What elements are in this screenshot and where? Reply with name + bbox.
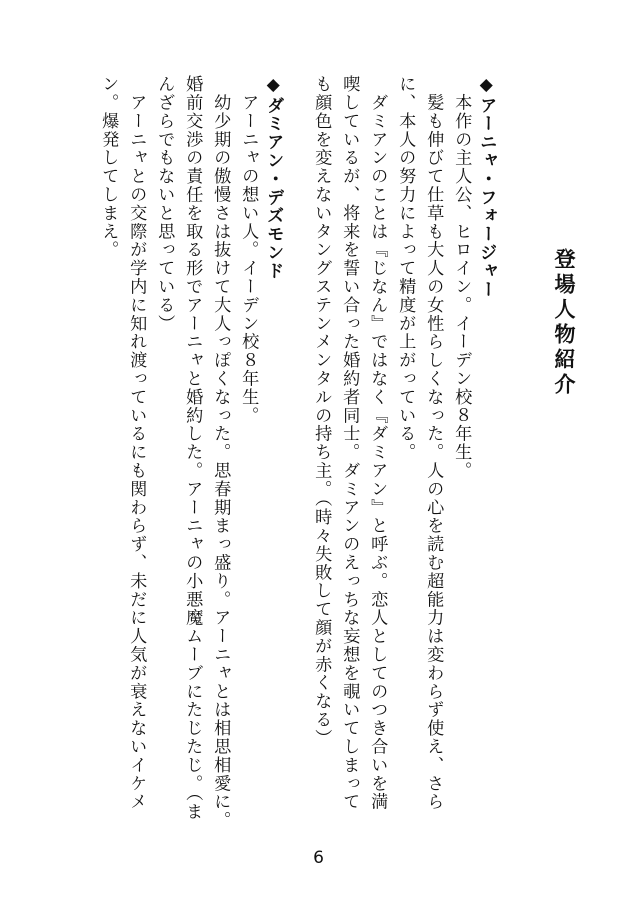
text-line: んざらでもないと思っている） <box>154 75 175 333</box>
text-line: に、本人の努力によって精度が上がっている。 <box>395 75 416 462</box>
text-line: 髪も伸びて仕草も大人の女性らしくなった。人の心を読む超能力は変わらず使え、さら <box>423 75 444 811</box>
page-title: 登場人物紹介 <box>552 248 576 398</box>
text-line: アーニャとの交際が学内に知れ渡っているにも関わらず、未だに人気が衰えないイケメ <box>126 75 147 811</box>
text-line: 婚前交渉の責任を取る形でアーニャと婚約した。アーニャの小悪魔ムーブにたじたじ。（ま <box>182 75 203 821</box>
text-line: も顔色を変えないタングステンメンタルの持ち主。（時々失敗して顔が赤くなる） <box>311 75 332 748</box>
text-line: アーニャの想い人。イーデン校８年生。 <box>238 75 259 425</box>
text-line: 本作の主人公、ヒロイン。イーデン校８年生。 <box>451 75 472 480</box>
section-heading-damian: ◆ダミアン・デズモンド <box>263 75 284 281</box>
text-line: 幼少期の傲慢さは抜けて大人っぽくなった。思春期まっ盛り。アーニャとは相思相愛に。 <box>210 75 231 830</box>
text-line: ダミアンのことは『じなん』ではなく『ダミアン』と呼ぶ。恋人としてのつき合いを満 <box>367 75 388 811</box>
section-heading-anya: ◆アーニャ・フォージャー <box>476 75 497 299</box>
text-line: ン。爆発してしまえ。 <box>98 75 119 259</box>
page-number: 6 <box>313 848 324 868</box>
text-line: 喫しているが、将来を誓い合った婚約者同士。ダミアンのえっちな妄想を覗いてしまって <box>339 75 360 811</box>
